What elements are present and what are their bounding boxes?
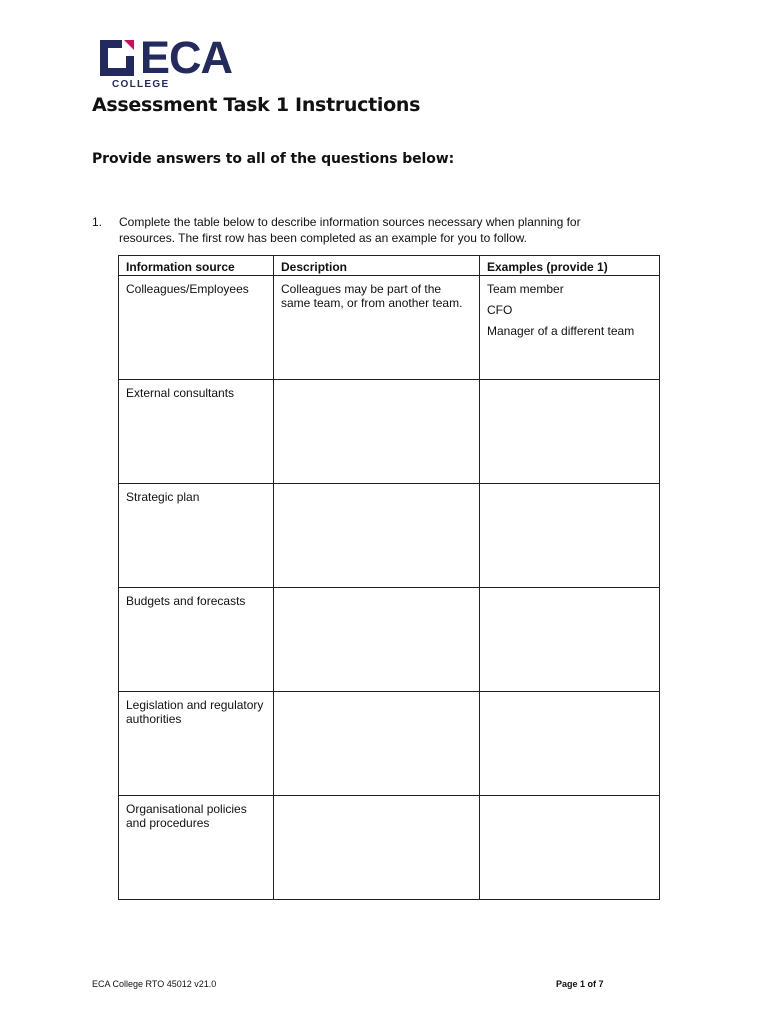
table-row	[119, 380, 660, 484]
logo-subtext: COLLEGE	[112, 79, 170, 90]
example-item: CFO	[487, 303, 513, 317]
logo-wordmark: ECA	[140, 32, 233, 83]
description-cell[interactable]	[274, 692, 480, 796]
footer-page-number: Page 1 of 7	[556, 979, 604, 989]
question-number: 1.	[92, 215, 103, 229]
eca-college-logo	[100, 32, 270, 90]
description-cell[interactable]: Colleagues may be part of the same team, or from another team.	[274, 276, 480, 380]
header-examples: Examples (provide 1)	[480, 256, 660, 276]
examples-cell[interactable]	[480, 276, 660, 380]
section-subtitle: Provide answers to all of the questions below:	[92, 151, 455, 167]
header-description: Description	[274, 256, 480, 276]
table-row	[119, 588, 660, 692]
table-row	[119, 796, 660, 900]
example-item: Team member	[487, 282, 564, 296]
description-cell[interactable]	[274, 796, 480, 900]
examples-cell[interactable]	[480, 380, 660, 484]
source-cell: Colleagues/Employees	[119, 276, 274, 380]
table-row	[119, 276, 660, 380]
source-cell: Budgets and forecasts	[119, 588, 274, 692]
examples-cell[interactable]	[480, 588, 660, 692]
examples-cell[interactable]	[480, 796, 660, 900]
table-row	[119, 692, 660, 796]
page-title: Assessment Task 1 Instructions	[92, 94, 421, 116]
logo-mark-icon	[100, 40, 134, 76]
description-cell[interactable]	[274, 380, 480, 484]
description-cell[interactable]	[274, 588, 480, 692]
source-cell: Legislation and regulatory authorities	[119, 692, 274, 796]
source-cell: Strategic plan	[119, 484, 274, 588]
examples-cell[interactable]	[480, 692, 660, 796]
footer-document-id: ECA College RTO 45012 v21.0	[92, 979, 217, 989]
description-cell[interactable]	[274, 484, 480, 588]
table-header-row	[119, 256, 660, 276]
header-information-source: Information source	[119, 256, 274, 276]
source-cell: External consultants	[119, 380, 274, 484]
examples-cell[interactable]	[480, 484, 660, 588]
information-sources-table	[118, 255, 660, 900]
source-cell: Organisational policies and procedures	[119, 796, 274, 900]
question-text: Complete the table below to describe information sources necessary when planning for resources. The first row has been completed as an example for you to follow.	[119, 215, 581, 245]
table-row	[119, 484, 660, 588]
example-item: Manager of a different team	[487, 324, 635, 338]
